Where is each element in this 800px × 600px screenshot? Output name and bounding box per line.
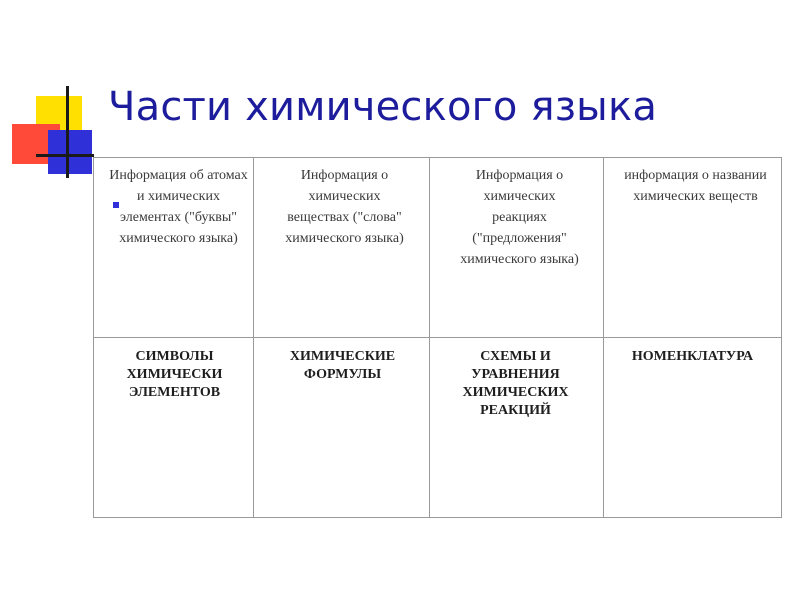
table-cell [430, 338, 604, 518]
logo-blue-square [48, 130, 92, 174]
language-parts-table [93, 157, 782, 518]
term-formulas-text: ХИМИЧЕСКИЕ ФОРМУЛЫ [289, 349, 396, 382]
table-cell [604, 338, 782, 518]
info-reactions-text: Информация о химических реакциях ("предложения" химического языка) [460, 168, 579, 267]
term-nomenclature-text: НОМЕНКЛАТУРА [631, 349, 754, 364]
slide-title: Части химического языка [108, 84, 658, 130]
info-atoms-text: Информация об атомах и химических элементах ("буквы" химического языка) [109, 168, 248, 246]
term-symbols-text: СИМВОЛЫ ХИМИЧЕСКИ ЭЛЕМЕНТОВ [126, 349, 223, 400]
table-row-terms [94, 338, 782, 518]
info-substances-text: Информация о химических веществах ("слова" химического языка) [285, 168, 404, 246]
table-cell [254, 158, 430, 338]
logo-vertical-line [66, 86, 69, 178]
table-cell [430, 158, 604, 338]
table-row-info [94, 158, 782, 338]
square-bullet-icon [113, 202, 119, 208]
table-cell [604, 158, 782, 338]
term-equations-text: СХЕМЫ И УРАВНЕНИЯ ХИМИЧЕСКИХ РЕАКЦИЙ [462, 349, 569, 418]
info-names-text: информация о названии химических веществ [624, 168, 767, 204]
logo-horizontal-line [36, 154, 94, 157]
table-cell [94, 158, 254, 338]
table-cell [94, 338, 254, 518]
table-cell [254, 338, 430, 518]
